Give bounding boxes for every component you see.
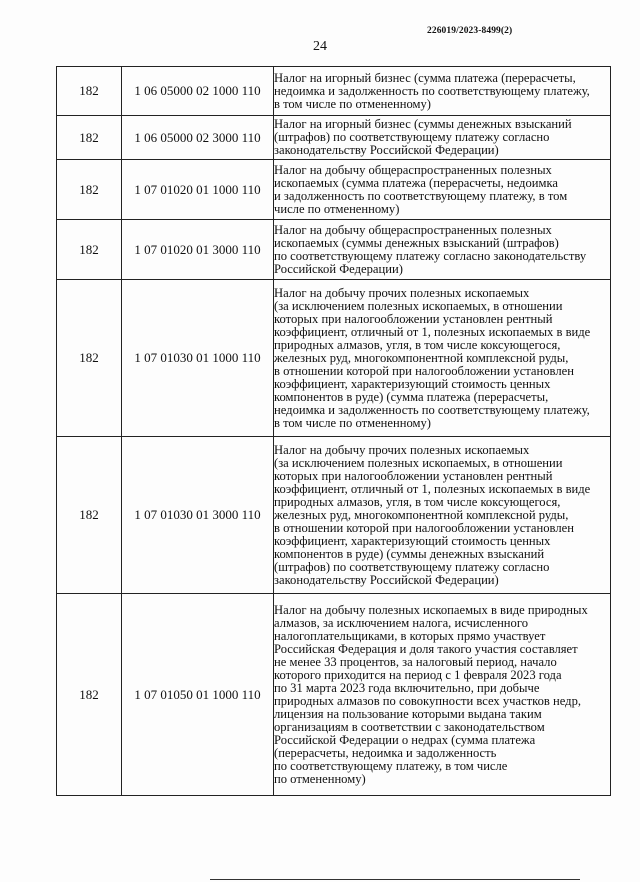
table-row bbox=[57, 280, 611, 437]
table-row bbox=[57, 67, 611, 116]
admin-code-cell: 182 bbox=[57, 594, 122, 796]
description-cell bbox=[274, 280, 611, 437]
table-row bbox=[57, 220, 611, 280]
admin-code-cell: 182 bbox=[57, 116, 122, 160]
kbk-cell: 1 07 01030 01 1000 110 bbox=[122, 280, 274, 437]
table-row bbox=[57, 594, 611, 796]
admin-code-cell: 182 bbox=[57, 437, 122, 594]
description-cell bbox=[274, 116, 611, 160]
description-cell bbox=[274, 437, 611, 594]
description-cell bbox=[274, 594, 611, 796]
page-number: 24 bbox=[313, 39, 327, 54]
description-text: Налог на игорный бизнес (сумма платежа (перерасчеты, недоимка и задолженность по соответствующему платежу, в том числе по отмененному) bbox=[274, 70, 590, 111]
description-text: Налог на добычу прочих полезных ископаемых (за исключением полезных ископаемых, в отношении которых при налогообложении установлен рентный коэффициент, отличный от 1, полезных ископаемых в виде природных алмазов, угля, в том числе коксующегося, железных руд, многокомпонентной комплексной руды, в отношении которой при налогообложении установлен коэффициент, характеризующий стоимость ценных компонентов в руде) (сумма платежа (перерасчеты, недоимка и задолженность по соответствующему платежу, в том числе по отмененному) bbox=[274, 285, 591, 430]
budget-codes-table bbox=[56, 66, 611, 796]
kbk-cell: 1 07 01020 01 3000 110 bbox=[122, 220, 274, 280]
kbk-cell: 1 06 05000 02 3000 110 bbox=[122, 116, 274, 160]
footer-rule bbox=[210, 879, 580, 880]
table-row bbox=[57, 160, 611, 220]
kbk-cell: 1 07 01050 01 1000 110 bbox=[122, 594, 274, 796]
description-text: Налог на добычу общераспространенных полезных ископаемых (суммы денежных взысканий (штрафов) по соответствующему платежу согласно законодательству Российской Федерации) bbox=[274, 222, 587, 276]
kbk-cell: 1 07 01030 01 3000 110 bbox=[122, 437, 274, 594]
description-cell bbox=[274, 220, 611, 280]
table-row bbox=[57, 437, 611, 594]
description-text: Налог на добычу общераспространенных полезных ископаемых (сумма платежа (перерасчеты, недоимка и задолженность по соответствующему платежу, в том числе по отмененному) bbox=[274, 162, 568, 216]
admin-code-cell: 182 bbox=[57, 160, 122, 220]
table-row bbox=[57, 116, 611, 160]
document-id: 226019/2023-8499(2) bbox=[427, 26, 513, 36]
description-text: Налог на добычу прочих полезных ископаемых (за исключением полезных ископаемых, в отношении которых при налогообложении установлен рентный коэффициент, отличный от 1, полезных ископаемых в виде природных алмазов, угля, в том числе коксующегося, железных руд, многокомпонентной комплексной руды, в отношении которой при налогообложении установлен коэффициент, характеризующий стоимость ценных компонентов в руде) (суммы денежных взысканий (штрафов) по соответствующему платежу согласно законодательству Российской Федерации) bbox=[274, 442, 591, 587]
description-cell bbox=[274, 160, 611, 220]
description-cell bbox=[274, 67, 611, 116]
admin-code-cell: 182 bbox=[57, 220, 122, 280]
admin-code-cell: 182 bbox=[57, 67, 122, 116]
kbk-cell: 1 07 01020 01 1000 110 bbox=[122, 160, 274, 220]
kbk-cell: 1 06 05000 02 1000 110 bbox=[122, 67, 274, 116]
admin-code-cell: 182 bbox=[57, 280, 122, 437]
description-text: Налог на добычу полезных ископаемых в виде природных алмазов, за исключением налога, исчисленного налогоплательщиками, в которых прямо участвует Российская Федерация и доля такого участия составляет не менее 33 процентов, за налоговый период, начало которого приходится на период с 1 февраля 2023 года по 31 марта 2023 года включительно, при добыче природных алмазов по совокупности всех участков недр, лицензия на пользование которыми выдана таким организациям в соответствии с законодательством Российской Федерации о недрах (сумма платежа (перерасчеты, недоимка и задолженность по соответствующему платежу, в том числе по отмененному) bbox=[274, 602, 588, 786]
description-text: Налог на игорный бизнес (суммы денежных взысканий (штрафов) по соответствующему платежу согласно законодательству Российской Федерации) bbox=[274, 117, 572, 157]
